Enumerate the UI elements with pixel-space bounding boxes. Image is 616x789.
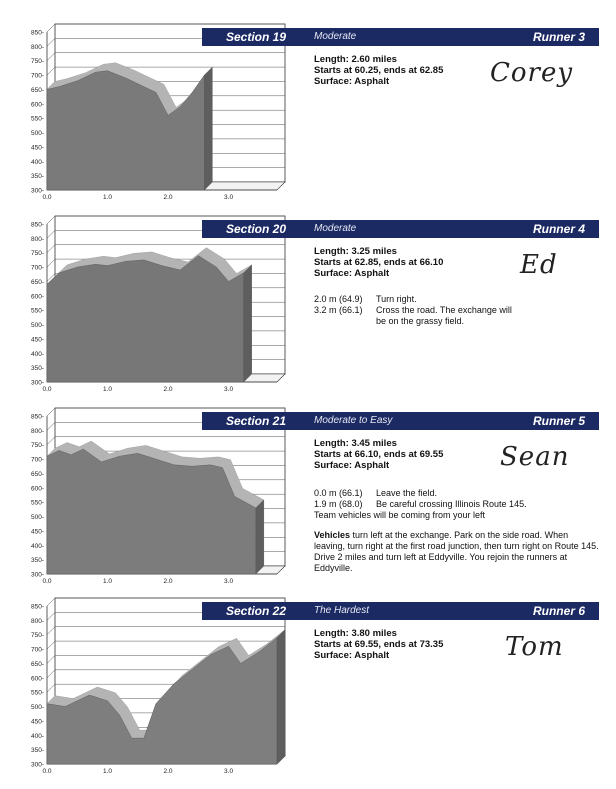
difficulty-label: The Hardest <box>314 605 370 616</box>
starts-text: Starts at 60.25, ends at 62.85 <box>314 65 444 76</box>
section-details <box>314 628 484 661</box>
y-tick-label: 450- <box>30 528 44 536</box>
runner-label: Runner 4 <box>532 222 585 236</box>
section-details <box>314 438 484 471</box>
y-tick-label: 850- <box>30 413 44 421</box>
length-text: Length: 2.60 miles <box>314 54 397 65</box>
handwritten-runner-name: Ed <box>520 250 558 280</box>
handwritten-runner-name: Corey <box>490 58 574 88</box>
elevation-profile <box>47 256 244 382</box>
direction-item <box>314 488 599 499</box>
section-banner <box>202 412 599 430</box>
x-tick-label: 2.0 <box>163 194 173 201</box>
y-tick-label: 450- <box>30 144 44 152</box>
elevation-chart-svg <box>0 404 300 594</box>
y-tick-label: 400- <box>30 158 44 166</box>
elevation-chart <box>0 20 300 210</box>
x-tick-label: 1.0 <box>103 194 113 201</box>
y-tick-label: 550- <box>30 689 44 697</box>
x-tick-label: 2.0 <box>163 386 173 393</box>
section-details <box>314 246 484 279</box>
y-tick-label: 350- <box>30 365 44 373</box>
gridline-side <box>47 408 55 416</box>
y-tick-label: 650- <box>30 278 44 286</box>
elevation-chart <box>0 594 300 784</box>
runner-label: Runner 5 <box>532 414 585 428</box>
elevation-end-face <box>256 500 264 574</box>
section-block <box>0 20 616 215</box>
direction-mile-marker: 2.0 m (64.9) <box>314 294 363 304</box>
y-tick-label: 700- <box>30 72 44 80</box>
y-tick-label: 850- <box>30 221 44 229</box>
y-tick-label: 350- <box>30 747 44 755</box>
direction-mile-marker: 1.9 m (68.0) <box>314 499 363 509</box>
direction-item <box>314 294 599 305</box>
direction-text: Turn right. <box>376 294 417 304</box>
length-text: Length: 3.45 miles <box>314 438 397 449</box>
gridline-side <box>47 259 55 267</box>
y-tick-label: 500- <box>30 704 44 712</box>
y-tick-label: 550- <box>30 499 44 507</box>
gridline-side <box>47 216 55 224</box>
y-tick-label: 650- <box>30 660 44 668</box>
y-tick-label: 750- <box>30 58 44 66</box>
section-label: Section 22 <box>226 604 287 618</box>
section-block <box>0 212 616 407</box>
y-tick-label: 600- <box>30 675 44 683</box>
x-tick-label: 1.0 <box>103 386 113 393</box>
section-banner <box>202 28 599 46</box>
y-tick-label: 550- <box>30 307 44 315</box>
surface-text: Surface: Asphalt <box>314 650 390 661</box>
section-block <box>0 404 616 599</box>
y-tick-label: 850- <box>30 603 44 611</box>
gridline-side <box>47 24 55 32</box>
y-tick-label: 800- <box>30 617 44 625</box>
starts-text: Starts at 62.85, ends at 66.10 <box>314 257 444 268</box>
y-tick-label: 850- <box>30 29 44 37</box>
direction-note: Team vehicles will be coming from your left <box>314 510 486 520</box>
x-tick-label: 2.0 <box>163 768 173 775</box>
runner-label: Runner 3 <box>532 30 585 44</box>
vehicles-text: turn left at the exchange. Park on the side road. When leaving, turn right at the first road junction, then turn right on Route 145. Drive 2 miles and turn left at Eddyville. You rejoin the runners at Eddyville. <box>314 530 599 573</box>
gridline-side <box>47 612 55 620</box>
directions <box>314 488 599 574</box>
gridline-side <box>47 655 55 663</box>
starts-text: Starts at 66.10, ends at 69.55 <box>314 449 444 460</box>
section-block <box>0 594 616 789</box>
x-tick-label: 0.0 <box>42 768 52 775</box>
y-tick-label: 700- <box>30 456 44 464</box>
vehicles-note <box>314 530 599 574</box>
y-tick-label: 700- <box>30 646 44 654</box>
runner-label: Runner 6 <box>532 604 585 618</box>
y-tick-label: 750- <box>30 442 44 450</box>
y-tick-label: 300- <box>30 187 44 195</box>
elevation-end-face <box>244 265 252 382</box>
surface-text: Surface: Asphalt <box>314 76 390 87</box>
x-tick-label: 3.0 <box>224 578 234 585</box>
x-tick-label: 3.0 <box>224 386 234 393</box>
vehicles-label: Vehicles <box>314 530 351 540</box>
gridline-side <box>47 230 55 238</box>
y-tick-label: 500- <box>30 322 44 330</box>
direction-mile-marker: 3.2 m (66.1) <box>314 305 363 315</box>
y-tick-label: 300- <box>30 379 44 387</box>
starts-text: Starts at 69.55, ends at 73.35 <box>314 639 444 650</box>
direction-item <box>314 499 599 510</box>
y-tick-label: 600- <box>30 293 44 301</box>
direction-text: Be careful crossing Illinois Route 145. <box>376 499 527 509</box>
y-tick-label: 600- <box>30 485 44 493</box>
y-tick-label: 300- <box>30 761 44 769</box>
elevation-end-face <box>277 630 285 764</box>
gridline-side <box>47 641 55 649</box>
section-banner <box>202 220 599 238</box>
directions <box>314 294 599 327</box>
x-tick-label: 2.0 <box>163 578 173 585</box>
gridline-side <box>47 422 55 430</box>
gridline-side <box>47 53 55 61</box>
y-tick-label: 550- <box>30 115 44 123</box>
gridline-side <box>47 598 55 606</box>
gridline-side <box>47 38 55 46</box>
direction-item <box>314 305 599 327</box>
y-tick-label: 800- <box>30 43 44 51</box>
y-tick-label: 400- <box>30 350 44 358</box>
gridline-side <box>47 437 55 445</box>
y-tick-label: 350- <box>30 557 44 565</box>
y-tick-label: 500- <box>30 514 44 522</box>
y-tick-label: 800- <box>30 235 44 243</box>
x-tick-label: 0.0 <box>42 386 52 393</box>
y-tick-label: 500- <box>30 130 44 138</box>
x-tick-label: 3.0 <box>224 768 234 775</box>
direction-text: Cross the road. The exchange will be on the grassy field. <box>376 305 512 326</box>
surface-text: Surface: Asphalt <box>314 268 390 279</box>
y-tick-label: 650- <box>30 470 44 478</box>
y-tick-label: 400- <box>30 732 44 740</box>
elevation-end-face <box>204 67 212 190</box>
y-tick-label: 400- <box>30 542 44 550</box>
gridline-side <box>47 67 55 75</box>
section-label: Section 21 <box>226 414 287 428</box>
section-banner <box>202 602 599 620</box>
elevation-chart <box>0 212 300 402</box>
x-tick-label: 3.0 <box>224 194 234 201</box>
y-tick-label: 450- <box>30 336 44 344</box>
direction-text: Leave the field. <box>376 488 438 498</box>
surface-text: Surface: Asphalt <box>314 460 390 471</box>
direction-mile-marker: 0.0 m (66.1) <box>314 488 363 498</box>
difficulty-label: Moderate <box>314 223 357 234</box>
section-label: Section 20 <box>226 222 287 236</box>
gridline-side <box>47 670 55 678</box>
length-text: Length: 3.25 miles <box>314 246 397 257</box>
elevation-chart <box>0 404 300 594</box>
x-tick-label: 1.0 <box>103 578 113 585</box>
y-tick-label: 750- <box>30 250 44 258</box>
difficulty-label: Moderate to Easy <box>314 415 393 426</box>
y-tick-label: 600- <box>30 101 44 109</box>
gridline-side <box>47 245 55 253</box>
gridline-side <box>47 684 55 692</box>
handwritten-runner-name: Sean <box>500 442 570 472</box>
x-tick-label: 0.0 <box>42 578 52 585</box>
section-details <box>314 54 484 87</box>
y-tick-label: 350- <box>30 173 44 181</box>
section-label: Section 19 <box>226 30 287 44</box>
x-tick-label: 0.0 <box>42 194 52 201</box>
length-text: Length: 3.80 miles <box>314 628 397 639</box>
elevation-chart-svg <box>0 20 300 210</box>
y-tick-label: 650- <box>30 86 44 94</box>
elevation-chart-svg <box>0 212 300 402</box>
handwritten-runner-name: Tom <box>505 632 564 662</box>
y-tick-label: 750- <box>30 632 44 640</box>
difficulty-label: Moderate <box>314 31 357 42</box>
y-tick-label: 300- <box>30 571 44 579</box>
gridline-side <box>47 627 55 635</box>
y-tick-label: 450- <box>30 718 44 726</box>
elevation-chart-svg <box>0 594 300 784</box>
x-tick-label: 1.0 <box>103 768 113 775</box>
y-tick-label: 800- <box>30 427 44 435</box>
y-tick-label: 700- <box>30 264 44 272</box>
